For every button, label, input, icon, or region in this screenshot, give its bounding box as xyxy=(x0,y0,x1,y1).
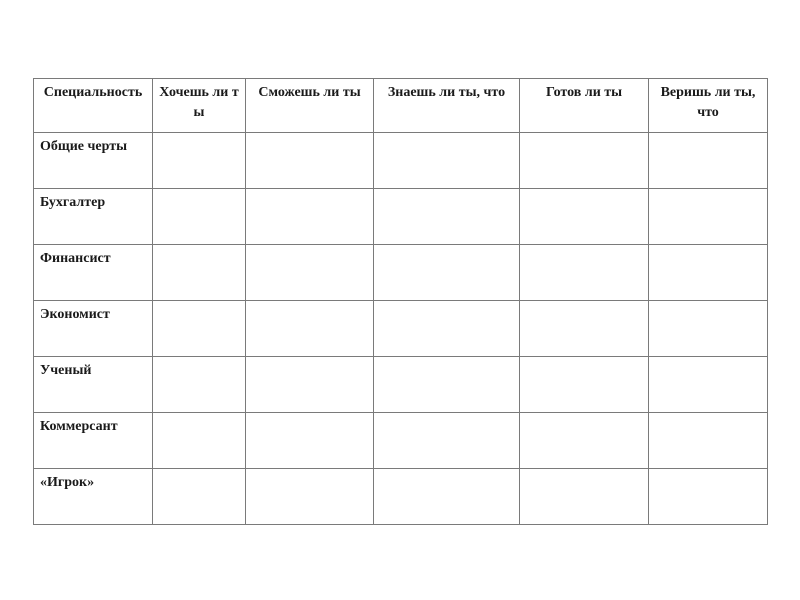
column-header: Готов ли ты xyxy=(520,79,649,133)
empty-cell xyxy=(374,133,520,189)
column-header: Сможешь ли ты xyxy=(246,79,374,133)
column-header: Специальность xyxy=(34,79,153,133)
empty-cell xyxy=(649,189,768,245)
empty-cell xyxy=(246,357,374,413)
empty-cell xyxy=(246,189,374,245)
empty-cell xyxy=(153,189,246,245)
column-header: Знаешь ли ты, что xyxy=(374,79,520,133)
empty-cell xyxy=(649,301,768,357)
empty-cell xyxy=(520,189,649,245)
career-table xyxy=(33,78,768,525)
empty-cell xyxy=(649,413,768,469)
table-row xyxy=(34,469,768,525)
empty-cell xyxy=(649,469,768,525)
row-label: Ученый xyxy=(34,357,153,413)
empty-cell xyxy=(246,133,374,189)
empty-cell xyxy=(246,245,374,301)
empty-cell xyxy=(153,469,246,525)
header-row xyxy=(34,79,768,133)
empty-cell xyxy=(374,357,520,413)
empty-cell xyxy=(246,413,374,469)
empty-cell xyxy=(520,413,649,469)
row-label: Экономист xyxy=(34,301,153,357)
empty-cell xyxy=(246,301,374,357)
empty-cell xyxy=(520,301,649,357)
table-row xyxy=(34,413,768,469)
empty-cell xyxy=(246,469,374,525)
empty-cell xyxy=(649,357,768,413)
row-label: Бухгалтер xyxy=(34,189,153,245)
empty-cell xyxy=(520,357,649,413)
table-row xyxy=(34,301,768,357)
empty-cell xyxy=(520,133,649,189)
row-label: «Игрок» xyxy=(34,469,153,525)
empty-cell xyxy=(649,133,768,189)
empty-cell xyxy=(374,245,520,301)
column-header: Хочешь ли ты xyxy=(153,79,246,133)
empty-cell xyxy=(374,189,520,245)
table-row xyxy=(34,357,768,413)
empty-cell xyxy=(374,469,520,525)
empty-cell xyxy=(153,245,246,301)
column-header: Веришь ли ты, что xyxy=(649,79,768,133)
empty-cell xyxy=(153,301,246,357)
table-row xyxy=(34,133,768,189)
empty-cell xyxy=(374,301,520,357)
empty-cell xyxy=(153,133,246,189)
empty-cell xyxy=(374,413,520,469)
table-row xyxy=(34,189,768,245)
row-label: Коммерсант xyxy=(34,413,153,469)
empty-cell xyxy=(649,245,768,301)
empty-cell xyxy=(520,245,649,301)
empty-cell xyxy=(520,469,649,525)
row-label: Финансист xyxy=(34,245,153,301)
row-label: Общие черты xyxy=(34,133,153,189)
table-row xyxy=(34,245,768,301)
empty-cell xyxy=(153,413,246,469)
empty-cell xyxy=(153,357,246,413)
